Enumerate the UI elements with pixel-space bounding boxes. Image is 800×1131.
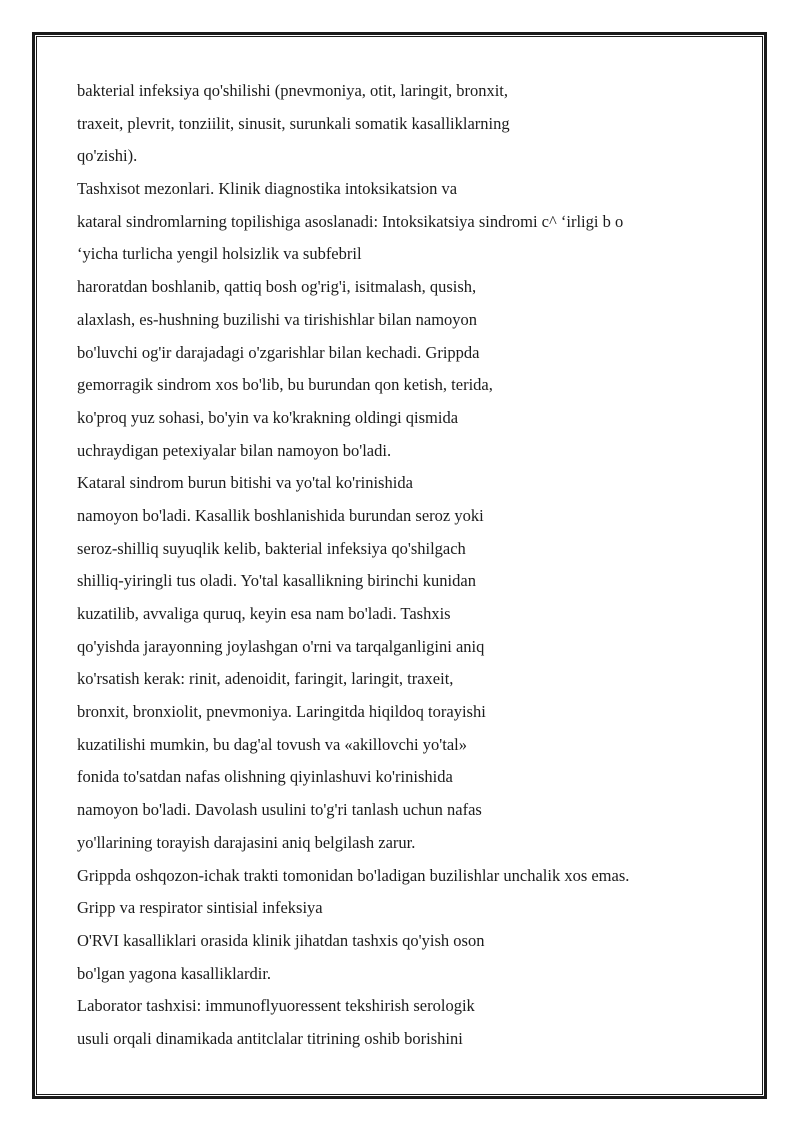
text-line: ko'rsatish kerak: rinit, adenoidit, faringit, laringit, traxeit, (77, 669, 454, 689)
document-body (77, 75, 767, 1056)
text-line: kuzatilishi mumkin, bu dag'al tovush va «akillovchi yo'tal» (77, 734, 467, 754)
text-line: Grippda oshqozon-ichak trakti tomonidan bo'ladigan buzilishlar unchalik xos emas. (77, 865, 630, 885)
text-line: qo'zishi). (77, 146, 138, 166)
text-line: namoyon bo'ladi. Kasallik boshlanishida burundan seroz yoki (77, 505, 484, 525)
text-line: traxeit, plevrit, tonziilit, sinusit, surunkali somatik kasalliklarning (77, 113, 510, 133)
text-line: bo'lgan yagona kasalliklardir. (77, 963, 272, 983)
text-line: namoyon bo'ladi. Davolash usulini to'g'ri tanlash uchun nafas (77, 800, 482, 820)
text-line: kuzatilib, avvaliga quruq, keyin esa nam bo'ladi. Tashxis (77, 604, 451, 623)
text-line: gemorragik sindrom xos bo'lib, bu burundan qon ketish, terida, (77, 375, 493, 395)
text-line: O'RVI kasalliklari orasida klinik jihatdan tashxis qo'yish oson (77, 930, 485, 950)
text-line: kataral sindromlarning topilishiga asoslanadi: Intoksikatsiya sindromi c^ ‘irligi b o (77, 211, 624, 231)
text-line: qo'yishda jarayonning joylashgan o'rni va tarqalganligini aniq (77, 636, 485, 656)
text-line: bronxit, bronxiolit, pnevmoniya. Laringitda hiqildoq torayishi (77, 702, 486, 722)
text-line: seroz-shilliq suyuqlik kelib, bakterial infeksiya qo'shilgach (77, 538, 466, 558)
text-line: yo'llarining torayish darajasini aniq belgilash zarur. (77, 832, 416, 852)
text-line: Kataral sindrom burun bitishi va yo'tal ko'rinishida (77, 473, 413, 493)
text-line: bo'luvchi og'ir darajadagi o'zgarishlar bilan kechadi. Grippda (77, 342, 480, 362)
text-line: haroratdan boshlanib, qattiq bosh og'rig'i, isitmalash, qusish, (77, 277, 477, 297)
text-line: Laborator tashxisi: immunoflyuoressent tekshirish serologik (77, 996, 475, 1016)
text-line: ko'proq yuz sohasi, bo'yin va ko'krakning oldingi qismida (77, 407, 459, 427)
text-line: Gripp va respirator sintisial infeksiya (77, 898, 323, 918)
text-line: usuli orqali dinamikada antitclalar titrining oshib borishini (77, 1028, 463, 1048)
text-line: ‘yicha turlicha yengil holsizlik va subfebril (77, 244, 362, 264)
text-line: fonida to'satdan nafas olishning qiyinlashuvi ko'rinishida (77, 767, 453, 787)
text-line: bakterial infeksiya qo'shilishi (pnevmoniya, otit, laringit, bronxit, (77, 81, 508, 100)
text-line: Tashxisot mezonlari. Klinik diagnostika intoksikatsion va (77, 179, 458, 199)
text-line: uchraydigan petexiyalar bilan namoyon bo'ladi. (77, 440, 392, 460)
text-line: shilliq-yiringli tus oladi. Yo'tal kasallikning birinchi kunidan (77, 571, 476, 591)
text-line: alaxlash, es-hushning buzilishi va tirishishlar bilan namoyon (77, 309, 478, 329)
